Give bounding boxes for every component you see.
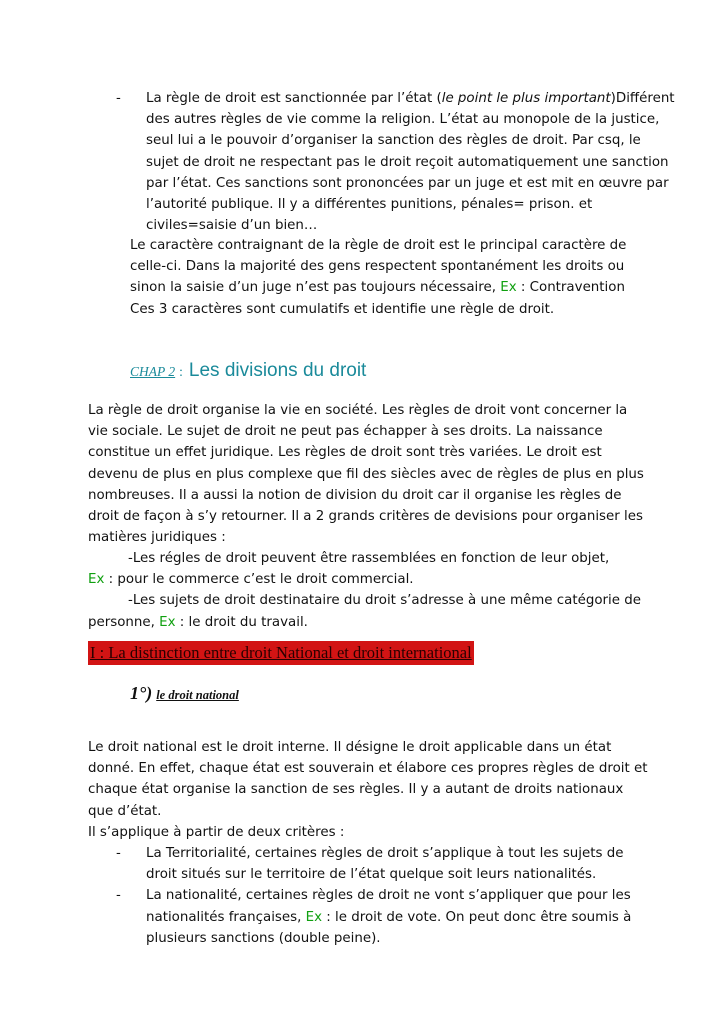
contrainte-text: Le caractère contraignant de la règle de droit est le principal caractère de celle-ci. Dans la majorité des gens respectent spontanément les droits ou sinon la saisie d’un juge n’est pas toujours nécessaire, [130, 238, 627, 296]
top-bullet-list [116, 88, 676, 236]
subsection-title: le droit national [156, 688, 239, 702]
criteres-intro: Il s’applique à partir de deux critères : [88, 825, 345, 840]
list-item [116, 88, 676, 236]
chapter-colon: : [179, 364, 183, 379]
ex-label: Ex [305, 909, 323, 925]
criterion-2-text: -Les sujets de droit destinataire du droit s’adresse à une même catégorie de personne, [88, 593, 641, 630]
subsection-heading [130, 683, 239, 706]
nationalite-after: : le droit de vote. On peut donc être soumis à plusieurs sanctions (double peine). [146, 909, 632, 946]
contrainte-after-ex: : Contravention [516, 280, 625, 296]
item-lead-text: La règle de droit est sanctionnée par l’état ( [146, 91, 442, 106]
list-item [116, 843, 656, 885]
criterion-1 [88, 548, 648, 569]
criterion-1-example [88, 569, 648, 590]
subsection-number: 1°) [130, 683, 153, 703]
national-paragraph: Le droit national est le droit interne. Il désigne le droit applicable dans un état donné. En effet, chaque état est souverain et élabore ces propres règles de droit et chaque état organise la sanction de ses règles. Il y a autant de droits nationaux que d’état. [88, 740, 648, 819]
criterion-2-after: : le droit du travail. [175, 614, 308, 630]
contrainte-paragraph [130, 235, 650, 320]
chapter-title: Les divisions du droit [188, 360, 367, 381]
territorialite-text: La Territorialité, certaines règles de droit s’applique à tout les sujets de droit situés sur le territoire de l’état quelque soit leurs nationalités. [146, 846, 624, 883]
emphasis-text: le point le plus important [441, 91, 611, 106]
chapter-number: CHAP 2 [130, 364, 176, 379]
list-item [116, 885, 656, 949]
section-heading [88, 641, 474, 665]
dash-bullet: - [116, 91, 121, 106]
bottom-bullet-list [116, 843, 656, 949]
criterion-1-text: -Les régles de droit peuvent être rassemblées en fonction de leur objet, [128, 551, 610, 566]
intro-paragraph: La règle de droit organise la vie en société. Les règles de droit vont concerner la vie sociale. Le sujet de droit ne peut pas échapper à ses droits. La naissance constitue un effet juridique. Les règles de droit sont très variées. Le droit est devenu de plus en plus complexe que fil des siècles avec de règles de plus en plus nombreuses. Il a aussi la notion de division du droit car il organise les règles de droit de façon à s’y retourner. Il a 2 grands critères de devisions pour organiser les matières juridiques : [88, 403, 644, 546]
dash-bullet: - [116, 888, 121, 904]
ex-label: Ex [88, 572, 105, 588]
dash-bullet: - [116, 846, 121, 861]
section-title: I : La distinction entre droit National et droit international [88, 641, 474, 665]
criterion-2 [88, 590, 648, 632]
criteria-block [88, 548, 648, 633]
criterion-1-after: : pour le commerce c’est le droit commercial. [104, 572, 414, 588]
item-rest-text: )Différent des autres règles de vie comme la religion. L’état au monopole de la justice, seul lui a le pouvoir d’organiser la sanction des règles de droit. Par csq, le sujet de droit ne respectant pas le droit reçoit automatiquement une sanction par l’état. Ces sanctions sont prononcées par un juge et est mit en œuvre par l’autorité publique. Il y a différentes punitions, pénales= prison. et civiles=saisie d’un bien… [146, 91, 675, 234]
chapter-heading [130, 360, 366, 382]
cumulatif-line: Ces 3 caractères sont cumulatifs et identifie une règle de droit. [130, 301, 555, 317]
ex-label: Ex [159, 614, 176, 630]
ex-label: Ex [500, 280, 517, 296]
nationalite-text: La nationalité, certaines règles de droit ne vont s’appliquer que pour les nationalités françaises, [146, 888, 631, 925]
